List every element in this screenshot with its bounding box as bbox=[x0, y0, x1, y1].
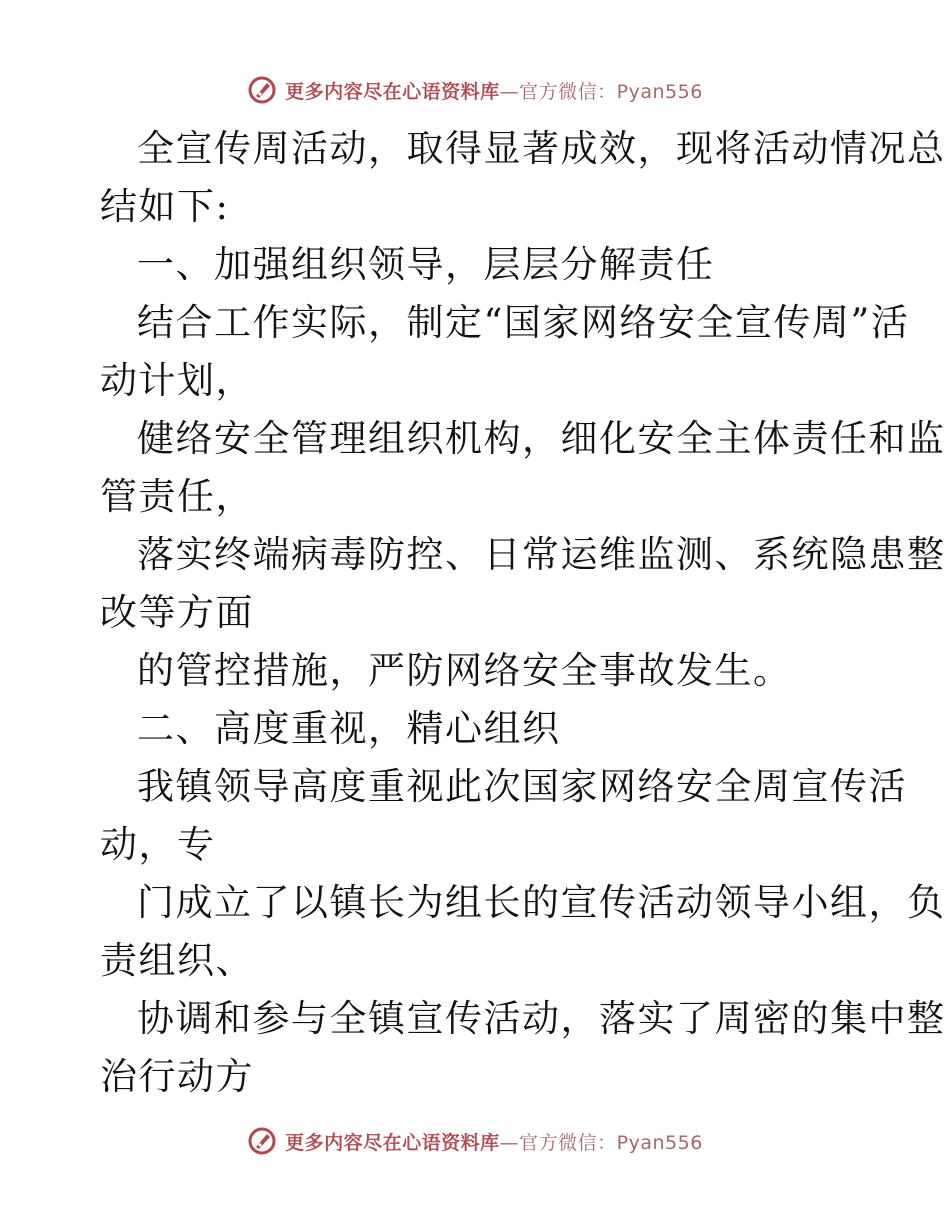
body-line: 责组织、 bbox=[100, 939, 254, 982]
watermark-text: 更多内容尽在心语资料库—官方微信：Pyan556 bbox=[285, 80, 703, 103]
body-line: 协调和参与全镇宣传活动，落实了周密的集中整 bbox=[137, 997, 946, 1040]
body-line: 门成立了以镇长为组长的宣传活动领导小组，负 bbox=[137, 881, 946, 924]
header-watermark bbox=[0, 70, 950, 110]
body-line: 动计划， bbox=[100, 359, 254, 402]
body-line: 结合工作实际，制定“国家网络安全宣传周”活 bbox=[137, 301, 910, 344]
body-line: 健络安全管理组织机构，细化安全主体责任和监 bbox=[137, 417, 946, 460]
pen-nib-circle-icon bbox=[247, 1126, 277, 1156]
body-line: 改等方面 bbox=[100, 591, 254, 634]
body-line: 结如下: bbox=[100, 185, 230, 228]
document-body bbox=[100, 120, 946, 1106]
body-line: 我镇领导高度重视此次国家网络安全周宣传活 bbox=[137, 765, 907, 808]
section-heading: 二、高度重视，精心组织 bbox=[137, 707, 561, 750]
body-line: 动，专 bbox=[100, 823, 216, 866]
body-line: 管责任， bbox=[100, 475, 254, 518]
section-heading: 一、加强组织领导，层层分解责任 bbox=[137, 243, 715, 286]
body-line: 落实终端病毒防控、日常运维监测、系统隐患整 bbox=[137, 533, 946, 576]
pen-nib-circle-icon bbox=[247, 75, 277, 105]
body-line: 全宣传周活动，取得显著成效，现将活动情况总 bbox=[137, 127, 946, 170]
body-line: 的管控措施，严防网络安全事故发生。 bbox=[137, 649, 792, 692]
watermark-text: 更多内容尽在心语资料库—官方微信：Pyan556 bbox=[285, 1131, 703, 1154]
body-line: 治行动方 bbox=[100, 1055, 254, 1098]
footer-watermark bbox=[0, 1121, 950, 1161]
